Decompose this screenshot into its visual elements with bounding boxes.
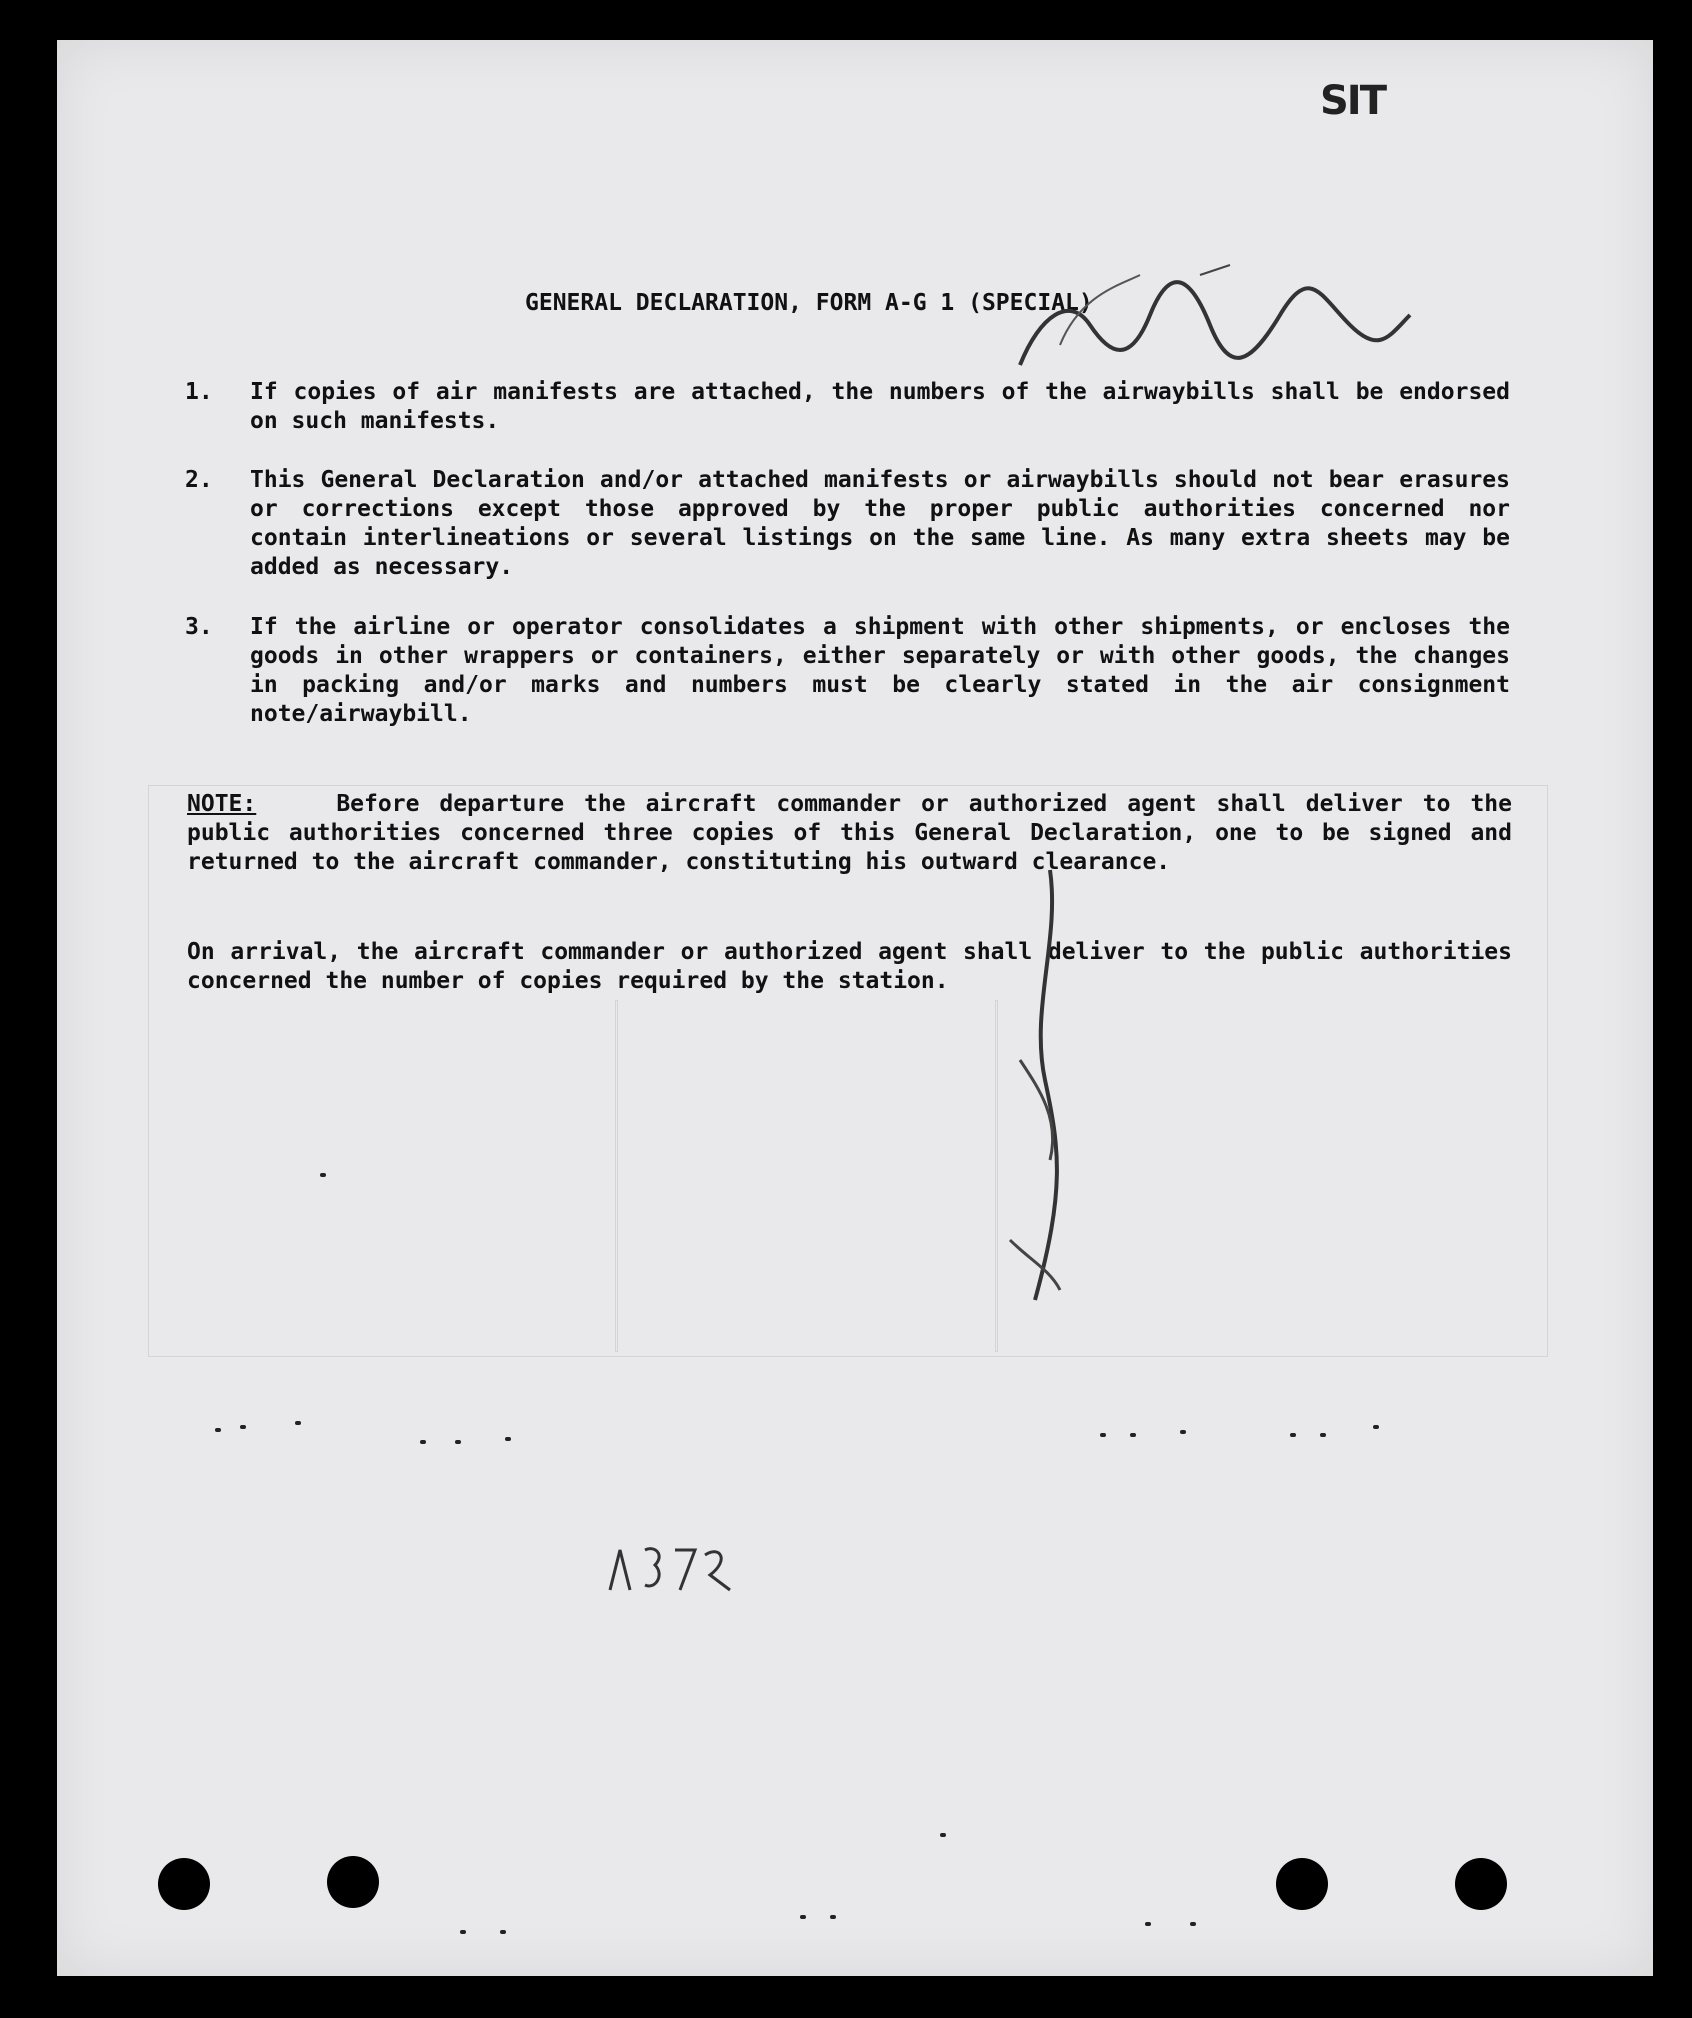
handwritten-signature-mark <box>1000 255 1420 385</box>
item-text: This General Declaration and/or attached manifests or airwaybills should not bear erasures or corrections except those approved by the proper public authorities concerned nor contain interlineations or several listings on the same line. As many extra sheets may be added as necessary. <box>250 467 1510 580</box>
speck <box>1320 1433 1326 1437</box>
punch-hole <box>1276 1858 1328 1910</box>
item-text: If the airline or operator consolidates a shipment with other shipments, or encloses the goods in other wrappers or containers, either separately or with other goods, the changes in packing and/or marks and numbers must be clearly stated in the air consignment note/airwaybill. <box>250 614 1510 727</box>
instruction-item-2 <box>185 466 1515 586</box>
speck <box>1180 1430 1186 1434</box>
arrival-text: On arrival, the aircraft commander or authorized agent shall deliver to the public authorities concerned the number of copies required by the station. <box>187 939 1512 994</box>
speck <box>800 1915 806 1919</box>
punch-hole <box>327 1856 379 1908</box>
speck <box>215 1428 221 1432</box>
speck <box>460 1930 466 1934</box>
note-text: Before departure the aircraft commander or authorized agent shall deliver to the public authorities concerned three copies of this General Declaration, one to be signed and returned to the aircraft commander, constituting his outward clearance. <box>187 791 1512 875</box>
speck <box>420 1440 426 1444</box>
item-text: If copies of air manifests are attached, the numbers of the airwaybills shall be endorsed on such manifests. <box>250 379 1510 434</box>
note-paragraph <box>187 790 1512 877</box>
speck <box>1130 1433 1136 1437</box>
punch-hole <box>158 1858 210 1910</box>
item-number: 1. <box>185 379 213 405</box>
item-number: 2. <box>185 467 213 493</box>
page-title: GENERAL DECLARATION, FORM A-G 1 (SPECIAL) <box>525 290 1093 316</box>
speck <box>1373 1425 1379 1429</box>
speck <box>1190 1922 1196 1926</box>
speck <box>455 1440 461 1444</box>
speck <box>240 1425 246 1429</box>
handwritten-vertical-mark <box>990 860 1100 1320</box>
item-number: 3. <box>185 614 213 640</box>
instruction-item-1 <box>185 378 1515 438</box>
punch-hole <box>1455 1858 1507 1910</box>
speck <box>1100 1433 1106 1437</box>
speck <box>1145 1922 1151 1926</box>
stamp-mark: SIT <box>1320 78 1385 124</box>
speck <box>940 1833 946 1837</box>
note-label: NOTE: <box>187 791 257 817</box>
handwritten-number-mark <box>600 1530 740 1610</box>
speck <box>505 1437 511 1441</box>
speck <box>500 1930 506 1934</box>
instruction-item-3 <box>185 613 1515 733</box>
speck <box>830 1915 836 1919</box>
speck <box>1290 1433 1296 1437</box>
speck <box>295 1421 301 1425</box>
arrival-paragraph <box>187 938 1512 996</box>
speck <box>320 1173 326 1177</box>
showthrough-box <box>615 1000 618 1352</box>
